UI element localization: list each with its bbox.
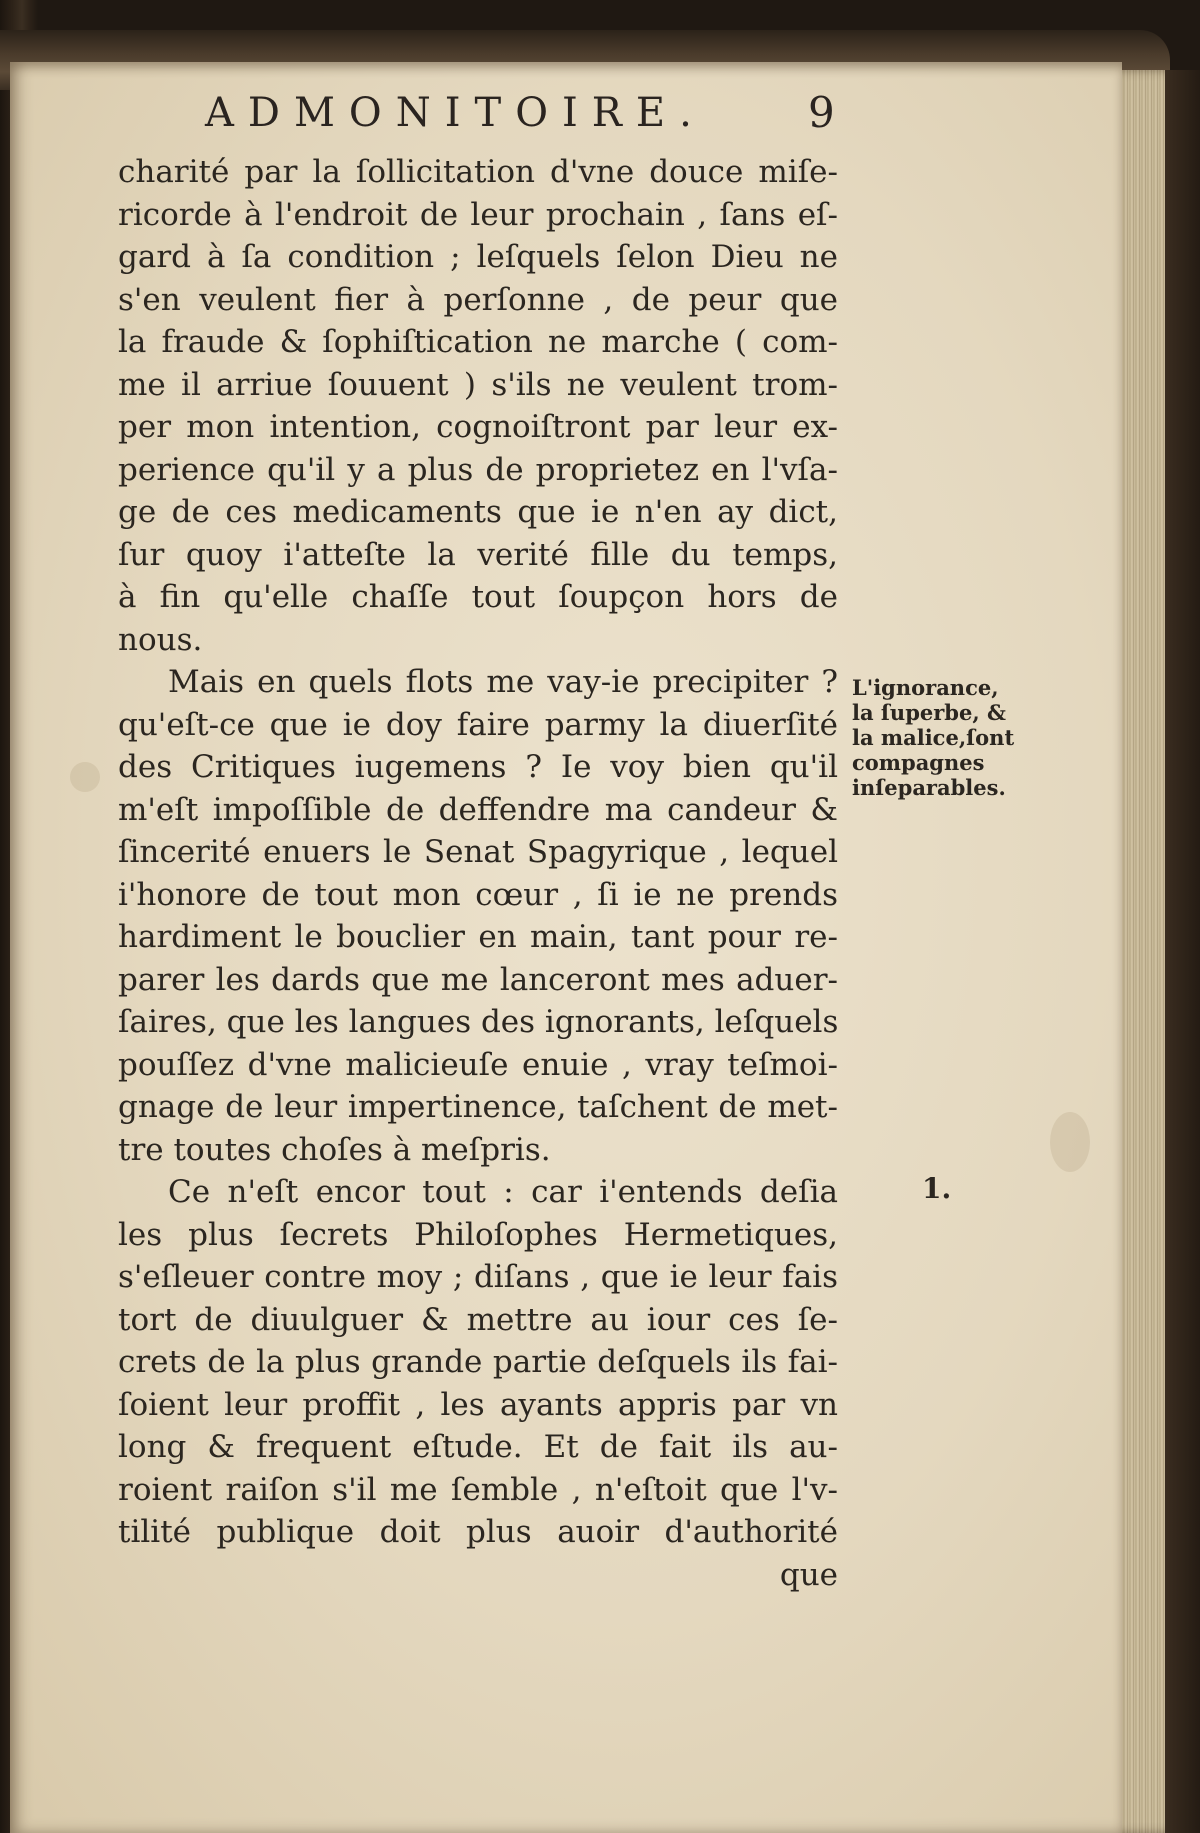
text-line: tre toutes choſes à meſpris. <box>118 1131 551 1168</box>
running-head: ADMONITOIRE. <box>205 90 706 136</box>
text-line: s'eſleuer contre moy ; diſans , que ie leur fais <box>118 1259 838 1295</box>
catchword: que <box>779 1556 838 1593</box>
text-line: perience qu'il y a plus de proprietez en l'vſa- <box>118 451 838 488</box>
marginal-note-line: inſeparables. <box>852 775 1006 800</box>
text-line: la fraude & ſophiſtication ne marche ( com- <box>118 324 838 360</box>
text-line: parer les dards que me lanceront mes aduer- <box>118 961 838 998</box>
text-line: crets de la plus grande partie deſquels ils fai- <box>118 1344 838 1380</box>
cover-edge <box>1165 70 1200 1833</box>
text-line: s'en veulent fier à perſonne , de peur que <box>118 281 838 318</box>
marginal-mark: 1. <box>922 1172 952 1205</box>
text-line: des Critiques iugemens ? Ie voy bien qu'il <box>118 749 838 785</box>
marginal-note-line: L'ignorance, <box>852 675 999 700</box>
text-line: gard à ſa condition ; leſquels ſelon Dieu ne <box>118 239 838 275</box>
text-line: tort de diuulguer & mettre au iour ces ſe- <box>118 1301 838 1338</box>
text-line: ge de ces medicaments que ie n'en ay dict, <box>118 494 838 530</box>
text-line: ricorde à l'endroit de leur prochain , ſans eſ- <box>118 196 838 233</box>
text-line: tilité publique doit plus auoir d'authorité <box>118 1514 838 1550</box>
body-text <box>118 151 838 1596</box>
text-line: ſaires, que les langues des ignorants, leſquels <box>118 1004 838 1040</box>
text-line: roient raiſon s'il me ſemble , n'eſtoit que l'v- <box>118 1471 838 1508</box>
text-line: ſincerité enuers le Senat Spagyrique , lequel <box>118 834 838 870</box>
text-line: les plus ſecrets Philoſophes Hermetiques, <box>118 1216 838 1253</box>
text-line: nous. <box>118 621 203 658</box>
text-line: Ce n'eſt encor tout : car i'entends deſia <box>168 1174 838 1210</box>
text-line: per mon intention, cognoiſtront par leur ex- <box>118 409 838 445</box>
text-line: m'eſt impoſſible de deffendre ma candeur & <box>118 791 838 828</box>
text-line: à fin qu'elle chaſſe tout ſoupçon hors de <box>118 579 838 615</box>
text-line: ſur quoy i'atteſte la verité fille du temps, <box>118 536 838 573</box>
text-line: pouſſez d'vne malicieuſe enuie , vray teſmoi- <box>118 1046 838 1083</box>
paper-stain <box>70 762 100 792</box>
text-line: me il arriue ſouuent ) s'ils ne veulent trom- <box>118 366 838 403</box>
text-line: long & frequent eſtude. Et de fait ils au- <box>118 1429 838 1465</box>
marginal-note <box>852 675 1015 800</box>
page-number: 9 <box>808 88 835 137</box>
paper-stain <box>1050 1112 1090 1172</box>
text-line: qu'eſt-ce que ie doy faire parmy la diuerſité <box>118 706 838 743</box>
text-line: charité par la ſollicitation d'vne douce miſe- <box>118 154 838 190</box>
text-line: ſoient leur proffit , les ayants appris par vn <box>118 1386 838 1423</box>
text-line: i'honore de tout mon cœur , ſi ie ne prends <box>118 876 838 913</box>
marginal-note-line: la malice,ſont <box>852 725 1015 750</box>
text-line: hardiment le bouclier en main, tant pour re- <box>118 919 838 955</box>
marginal-note-line: compagnes <box>852 750 985 775</box>
text-line: gnage de leur impertinence, taſchent de met- <box>118 1089 838 1125</box>
marginal-note-line: la ſuperbe, & <box>852 700 1006 725</box>
text-line: Mais en quels flots me vay-ie precipiter ? <box>168 664 838 700</box>
